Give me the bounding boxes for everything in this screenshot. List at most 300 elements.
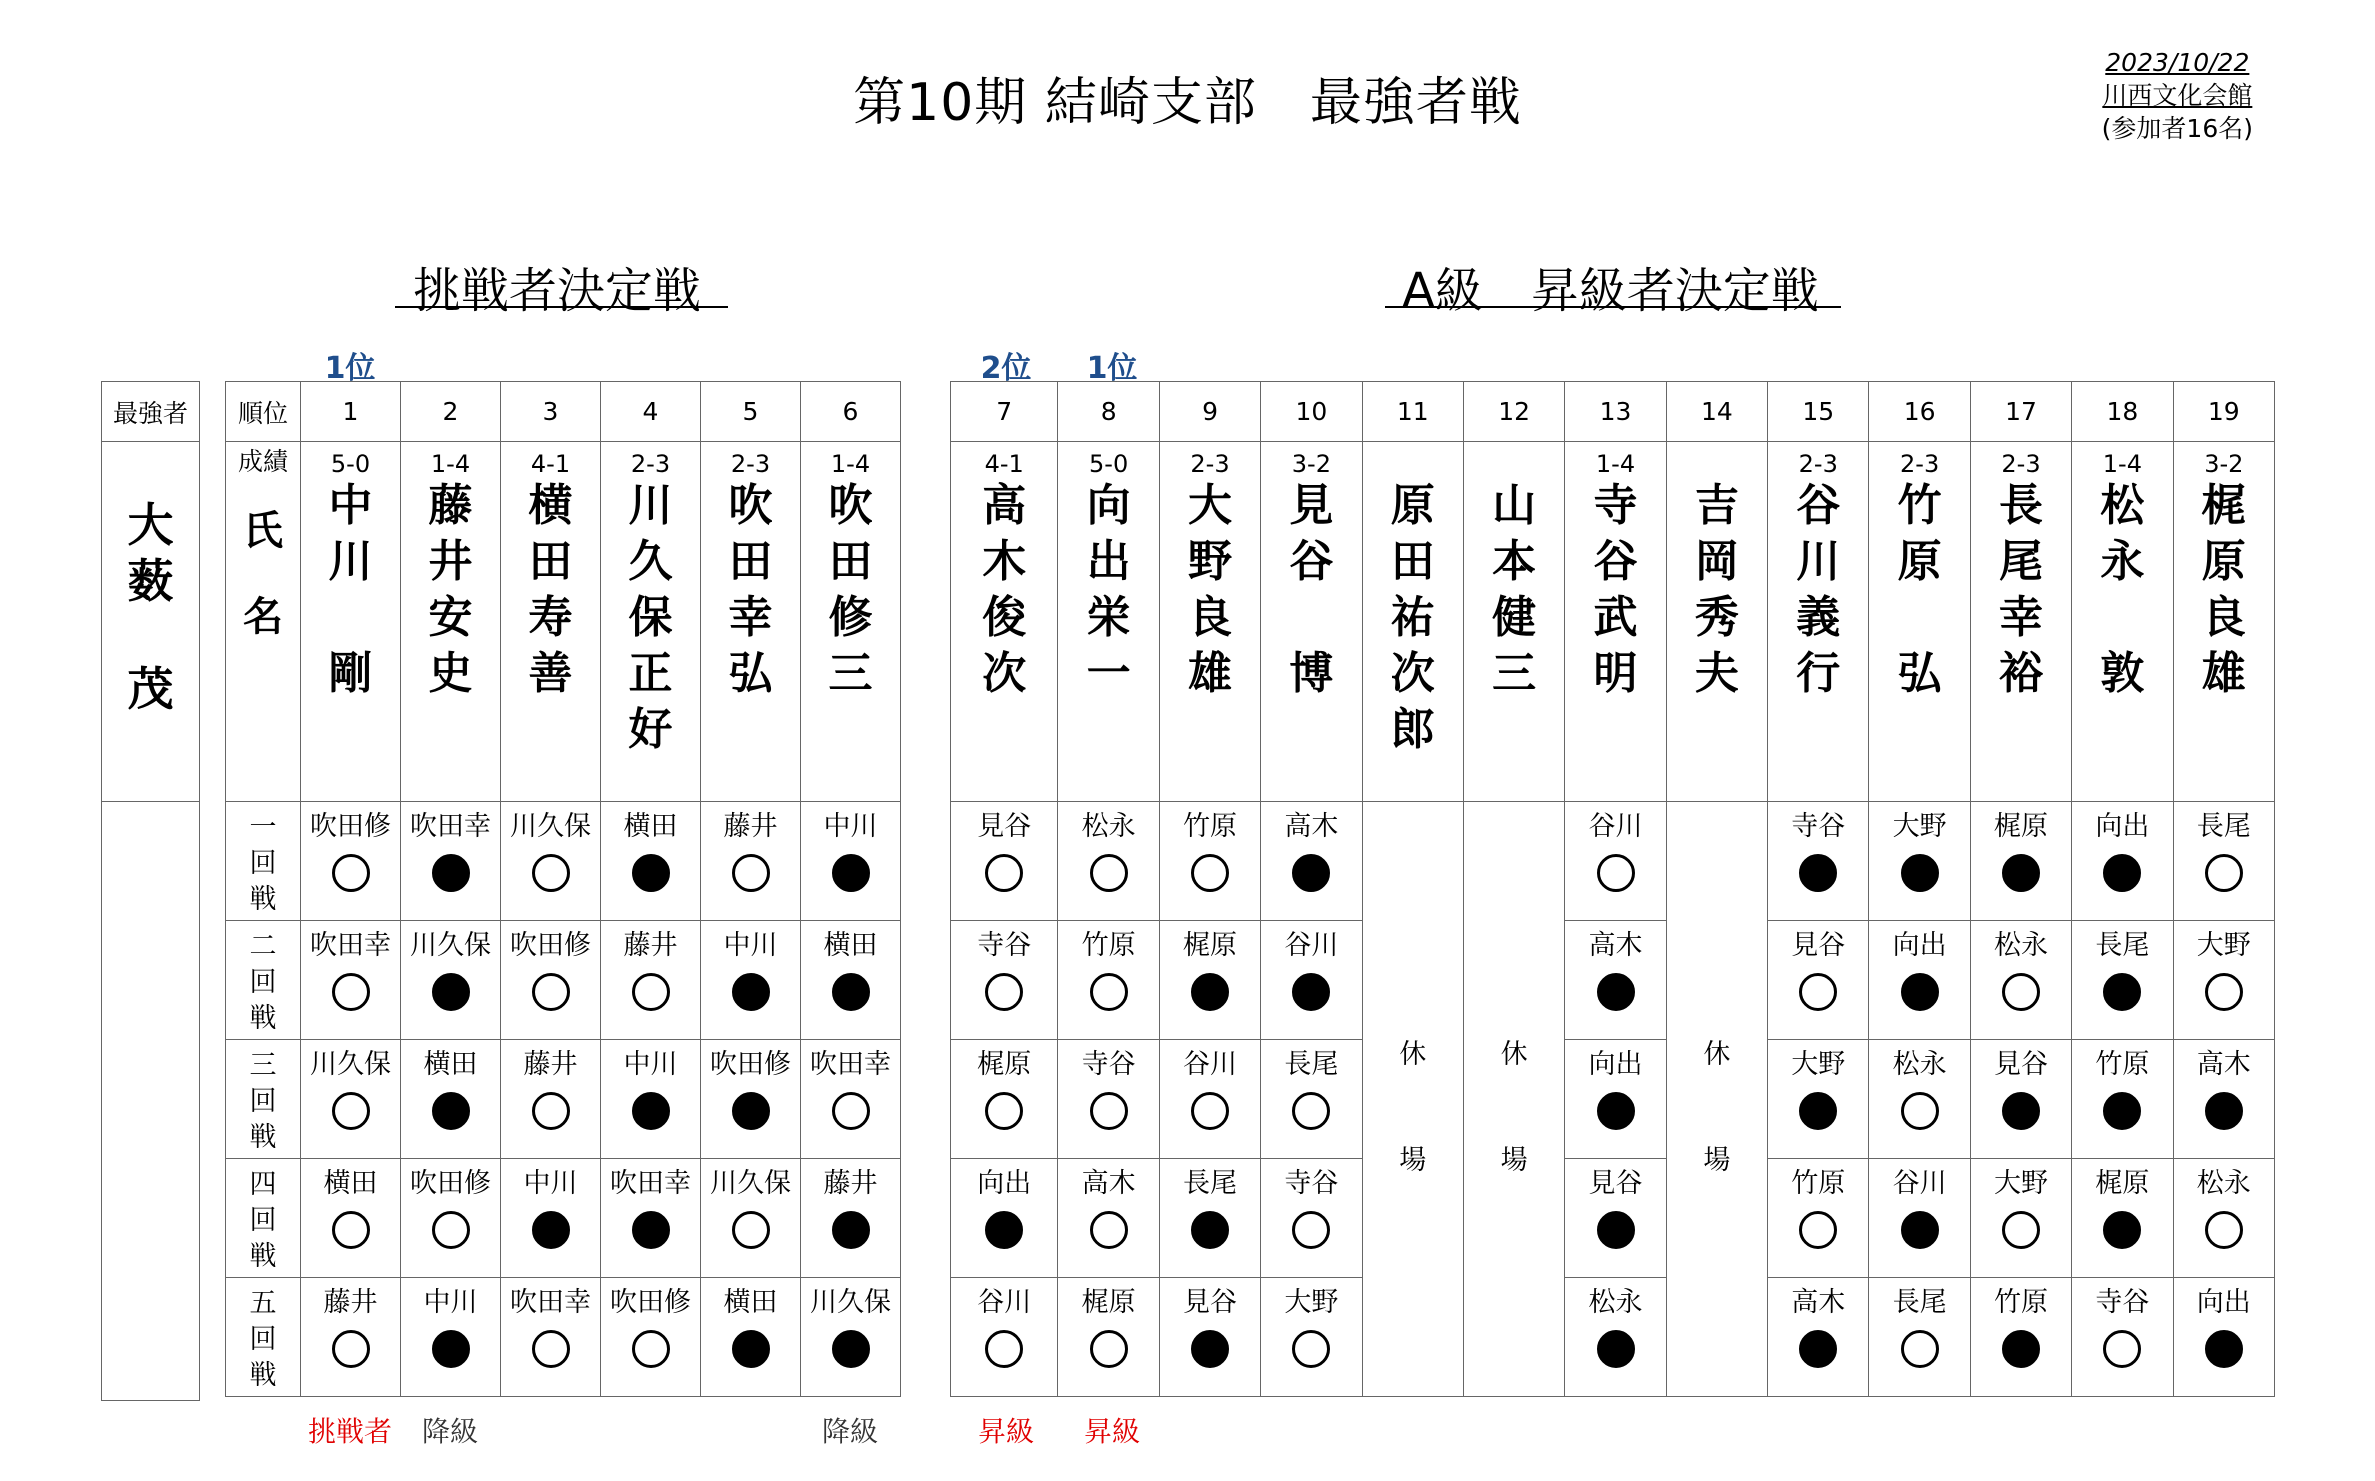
game-cell <box>501 802 601 921</box>
game-cell <box>801 802 901 921</box>
round-label: 四 回 戦 <box>226 1159 301 1278</box>
opponent-name: 中川 <box>723 930 778 961</box>
opponent-name: 長尾 <box>1284 1049 1339 1080</box>
opponent-name: 松永 <box>1081 811 1136 842</box>
loss-mark <box>2103 1092 2141 1130</box>
player-number: 1 <box>301 382 401 442</box>
player-name: 吉 岡 秀 夫 <box>1694 480 1739 699</box>
opponent-name: 吹田修 <box>510 930 591 961</box>
player-name: 谷 川 義 行 <box>1796 480 1841 699</box>
record-label: 成績 <box>237 447 288 476</box>
game-cell <box>801 1159 901 1278</box>
game-cell <box>1159 1040 1260 1159</box>
win-mark <box>332 1330 370 1368</box>
challenger-table <box>225 381 901 1397</box>
player-number: 11 <box>1362 382 1463 442</box>
player-record: 1-4 <box>2102 450 2142 478</box>
game-cell <box>501 1159 601 1278</box>
opponent-name: 見谷 <box>1588 1168 1643 1199</box>
game-cell <box>1970 921 2071 1040</box>
player-number: 2 <box>401 382 501 442</box>
win-mark <box>1090 1330 1128 1368</box>
game-cell <box>1261 1159 1362 1278</box>
player-name: 中 川 剛 <box>328 480 373 699</box>
win-mark <box>2205 854 2243 892</box>
game-cell <box>1058 1278 1159 1397</box>
win-mark <box>2002 1211 2040 1249</box>
win-mark <box>632 1330 670 1368</box>
round-label: 一 回 戦 <box>226 802 301 921</box>
game-cell <box>951 1159 1058 1278</box>
game-cell <box>1768 921 1869 1040</box>
game-cell <box>1565 1040 1666 1159</box>
win-mark <box>2205 1211 2243 1249</box>
win-mark <box>1191 854 1229 892</box>
game-cell <box>1159 921 1260 1040</box>
player-number: 7 <box>951 382 1058 442</box>
win-mark <box>1292 1092 1330 1130</box>
win-mark <box>732 1211 770 1249</box>
player-cell <box>701 442 801 802</box>
game-cell <box>401 1159 501 1278</box>
opponent-name: 高木 <box>2196 1049 2251 1080</box>
opponent-name: 中川 <box>423 1287 478 1318</box>
participant-count: (参加者16名) <box>2101 114 2253 143</box>
name-label: 氏 名 <box>243 508 283 640</box>
opponent-name: 松永 <box>1994 930 2049 961</box>
loss-mark <box>432 973 470 1011</box>
win-mark <box>1799 973 1837 1011</box>
loss-mark <box>2002 1330 2040 1368</box>
player-name: 川 久 保 正 好 <box>628 480 673 755</box>
game-cell <box>2173 921 2274 1040</box>
win-mark <box>1090 1092 1128 1130</box>
opponent-name: 寺谷 <box>977 930 1032 961</box>
record-name-label <box>226 442 301 802</box>
opponent-name: 高木 <box>1284 811 1339 842</box>
opponent-name: 藤井 <box>623 930 678 961</box>
opponent-name: 川久保 <box>510 811 591 842</box>
game-cell <box>1970 1278 2071 1397</box>
game-cell <box>1261 802 1362 921</box>
player-record: 4-1 <box>984 450 1024 478</box>
opponent-name: 高木 <box>1588 930 1643 961</box>
loss-mark <box>2205 1330 2243 1368</box>
game-cell <box>2072 1040 2173 1159</box>
opponent-name: 川久保 <box>710 1168 791 1199</box>
game-cell <box>301 921 401 1040</box>
champion-name-cell <box>102 442 200 802</box>
opponent-name: 長尾 <box>2196 811 2251 842</box>
player-record: 3-2 <box>1291 450 1331 478</box>
opponent-name: 吹田修 <box>410 1168 491 1199</box>
loss-mark <box>432 1330 470 1368</box>
player-number: 3 <box>501 382 601 442</box>
rest-cell <box>1362 802 1463 1397</box>
game-cell <box>1058 921 1159 1040</box>
loss-mark <box>1901 1211 1939 1249</box>
opponent-name: 藤井 <box>723 811 778 842</box>
win-mark <box>532 1330 570 1368</box>
player-record: 2-3 <box>1900 450 1940 478</box>
game-cell <box>701 802 801 921</box>
loss-mark <box>1799 1330 1837 1368</box>
win-mark <box>2002 973 2040 1011</box>
loss-mark <box>1901 973 1939 1011</box>
player-cell <box>401 442 501 802</box>
player-cell <box>1261 442 1362 802</box>
game-cell <box>1565 1159 1666 1278</box>
player-number: 15 <box>1768 382 1869 442</box>
player-name: 山 本 健 三 <box>1492 480 1537 699</box>
footer-label-8: 昇級 <box>1083 1415 1140 1448</box>
round-label: 二 回 戦 <box>226 921 301 1040</box>
game-cell <box>1768 802 1869 921</box>
opponent-name: 向出 <box>2095 811 2150 842</box>
player-record <box>1464 442 1564 478</box>
loss-mark <box>1597 973 1635 1011</box>
game-cell <box>601 1040 701 1159</box>
win-mark <box>732 854 770 892</box>
player-record: 2-3 <box>2001 450 2041 478</box>
loss-mark <box>2002 1092 2040 1130</box>
opponent-name: 向出 <box>2196 1287 2251 1318</box>
opponent-name: 長尾 <box>2095 930 2150 961</box>
loss-mark <box>632 1211 670 1249</box>
player-cell <box>501 442 601 802</box>
opponent-name: 横田 <box>423 1049 478 1080</box>
game-cell <box>1970 1159 2071 1278</box>
loss-mark <box>2205 1092 2243 1130</box>
opponent-name: 梶原 <box>2095 1168 2150 1199</box>
player-number: 4 <box>601 382 701 442</box>
game-cell <box>951 921 1058 1040</box>
win-mark <box>1901 1330 1939 1368</box>
opponent-name: 横田 <box>323 1168 378 1199</box>
player-cell <box>1970 442 2071 802</box>
opponent-name: 吹田幸 <box>610 1168 691 1199</box>
opponent-name: 吹田幸 <box>410 811 491 842</box>
player-record: 4-1 <box>530 450 571 478</box>
opponent-name: 大野 <box>1994 1168 2049 1199</box>
win-mark <box>332 973 370 1011</box>
win-mark <box>1292 1330 1330 1368</box>
player-number: 6 <box>801 382 901 442</box>
game-cell <box>501 1040 601 1159</box>
opponent-name: 高木 <box>1791 1287 1846 1318</box>
player-number: 10 <box>1261 382 1362 442</box>
win-mark <box>1090 973 1128 1011</box>
game-cell <box>2173 1159 2274 1278</box>
player-number: 14 <box>1666 382 1767 442</box>
opponent-name: 藤井 <box>823 1168 878 1199</box>
opponent-name: 吹田幸 <box>310 930 391 961</box>
opponent-name: 谷川 <box>1892 1168 1947 1199</box>
loss-mark <box>432 854 470 892</box>
win-mark <box>632 973 670 1011</box>
player-cell <box>601 442 701 802</box>
win-mark <box>332 1092 370 1130</box>
player-number: 16 <box>1869 382 1970 442</box>
opponent-name: 松永 <box>1892 1049 1947 1080</box>
player-name: 梶 原 良 雄 <box>2201 480 2246 699</box>
opponent-name: 見谷 <box>1994 1049 2049 1080</box>
opponent-name: 梶原 <box>1081 1287 1136 1318</box>
game-cell <box>1970 802 2071 921</box>
opponent-name: 松永 <box>2196 1168 2251 1199</box>
game-cell <box>2072 802 2173 921</box>
opponent-name: 横田 <box>723 1287 778 1318</box>
game-cell <box>1768 1159 1869 1278</box>
player-record: 2-3 <box>1190 450 1230 478</box>
player-number: 18 <box>2072 382 2173 442</box>
win-mark <box>985 854 1023 892</box>
game-cell <box>1565 1278 1666 1397</box>
opponent-name: 梶原 <box>1994 811 2049 842</box>
opponent-name: 高木 <box>1081 1168 1136 1199</box>
event-meta <box>2102 46 2253 145</box>
game-cell <box>801 921 901 1040</box>
opponent-name: 川久保 <box>310 1049 391 1080</box>
player-record: 5-0 <box>330 450 371 478</box>
opponent-name: 寺谷 <box>1284 1168 1339 1199</box>
game-cell <box>2173 1278 2274 1397</box>
opponent-name: 竹原 <box>1183 811 1238 842</box>
opponent-name: 藤井 <box>523 1049 578 1080</box>
rank-label-p1: 1位 <box>324 351 376 386</box>
event-date: 2023/10/22 <box>2105 48 2250 77</box>
loss-mark <box>632 854 670 892</box>
loss-mark <box>832 973 870 1011</box>
player-cell <box>1463 442 1564 802</box>
game-cell <box>701 921 801 1040</box>
player-record: 2-3 <box>630 450 671 478</box>
opponent-name: 向出 <box>977 1168 1032 1199</box>
game-cell <box>1869 802 1970 921</box>
win-mark <box>985 1330 1023 1368</box>
win-mark <box>985 973 1023 1011</box>
rest-label: 休 場 <box>1500 1039 1528 1176</box>
game-cell <box>601 1159 701 1278</box>
game-cell <box>1768 1278 1869 1397</box>
player-cell <box>1869 442 1970 802</box>
loss-mark <box>1292 854 1330 892</box>
game-cell <box>1565 802 1666 921</box>
player-name: 吹 田 幸 弘 <box>728 480 773 699</box>
game-cell <box>951 1040 1058 1159</box>
win-mark <box>1292 1211 1330 1249</box>
loss-mark <box>832 1330 870 1368</box>
opponent-name: 見谷 <box>977 811 1032 842</box>
game-cell <box>601 921 701 1040</box>
rank-label-p8: 1位 <box>1086 351 1138 386</box>
win-mark <box>532 973 570 1011</box>
player-record: 1-4 <box>1595 450 1636 478</box>
win-mark <box>1090 1211 1128 1249</box>
opponent-name: 川久保 <box>810 1287 891 1318</box>
win-mark <box>332 1211 370 1249</box>
game-cell <box>301 802 401 921</box>
player-cell <box>2173 442 2274 802</box>
player-name: 横 田 寿 善 <box>528 480 573 699</box>
footer-label-7: 昇級 <box>977 1415 1034 1448</box>
player-cell <box>2072 442 2173 802</box>
player-record: 1-4 <box>830 450 871 478</box>
opponent-name: 吹田修 <box>710 1049 791 1080</box>
opponent-name: 梶原 <box>977 1049 1032 1080</box>
game-cell <box>1058 802 1159 921</box>
order-header: 順位 <box>226 382 301 442</box>
player-cell <box>1058 442 1159 802</box>
game-cell <box>1261 1040 1362 1159</box>
opponent-name: 向出 <box>1588 1049 1643 1080</box>
section-underline-right <box>1385 306 1841 308</box>
player-name: 高 木 俊 次 <box>982 480 1027 699</box>
player-name: 竹 原 弘 <box>1897 480 1942 699</box>
player-number: 19 <box>2173 382 2274 442</box>
loss-mark <box>1901 854 1939 892</box>
game-cell <box>601 1278 701 1397</box>
opponent-name: 横田 <box>823 930 878 961</box>
opponent-name: 中川 <box>623 1049 678 1080</box>
win-mark <box>832 1092 870 1130</box>
win-mark <box>432 1211 470 1249</box>
player-record <box>1363 442 1463 478</box>
section-underline-left <box>395 306 728 308</box>
champion-table <box>101 381 200 1401</box>
player-record: 2-3 <box>1798 450 1838 478</box>
game-cell <box>701 1159 801 1278</box>
footer-label-2: 降級 <box>421 1415 478 1448</box>
opponent-name: 寺谷 <box>2095 1287 2150 1318</box>
player-cell <box>1159 442 1260 802</box>
opponent-name: 見谷 <box>1791 930 1846 961</box>
game-cell <box>1970 1040 2071 1159</box>
rest-label: 休 場 <box>1703 1039 1731 1176</box>
win-mark <box>1901 1092 1939 1130</box>
loss-mark <box>732 1330 770 1368</box>
round-label: 五 回 戦 <box>226 1278 301 1397</box>
loss-mark <box>732 1092 770 1130</box>
page-title: 第10期 結崎支部 最強者戦 <box>853 73 1522 133</box>
opponent-name: 長尾 <box>1892 1287 1947 1318</box>
game-cell <box>1768 1040 1869 1159</box>
loss-mark <box>2103 973 2141 1011</box>
game-cell <box>301 1040 401 1159</box>
loss-mark <box>432 1092 470 1130</box>
game-cell <box>501 921 601 1040</box>
game-cell <box>951 1278 1058 1397</box>
loss-mark <box>532 1211 570 1249</box>
opponent-name: 大野 <box>1284 1287 1339 1318</box>
opponent-name: 竹原 <box>1994 1287 2049 1318</box>
game-cell <box>1261 1278 1362 1397</box>
loss-mark <box>1191 1211 1229 1249</box>
loss-mark <box>832 1211 870 1249</box>
game-cell <box>1058 1040 1159 1159</box>
opponent-name: 谷川 <box>1284 930 1339 961</box>
opponent-name: 寺谷 <box>1081 1049 1136 1080</box>
game-cell <box>2072 921 2173 1040</box>
opponent-name: 竹原 <box>1081 930 1136 961</box>
game-cell <box>401 1040 501 1159</box>
player-record <box>1667 442 1767 478</box>
section-title-challenger: 挑戦者決定戦 <box>413 263 702 319</box>
player-name: 松 永 敦 <box>2100 480 2145 699</box>
player-record: 3-2 <box>2204 450 2244 478</box>
win-mark <box>1799 1211 1837 1249</box>
loss-mark <box>1292 973 1330 1011</box>
loss-mark <box>1191 1330 1229 1368</box>
game-cell <box>1159 1278 1260 1397</box>
win-mark <box>532 1092 570 1130</box>
win-mark <box>1597 854 1635 892</box>
player-number: 17 <box>1970 382 2071 442</box>
game-cell <box>1869 921 1970 1040</box>
loss-mark <box>1597 1330 1635 1368</box>
opponent-name: 向出 <box>1892 930 1947 961</box>
loss-mark <box>2103 1211 2141 1249</box>
opponent-name: 見谷 <box>1183 1287 1238 1318</box>
player-cell <box>1768 442 1869 802</box>
loss-mark <box>2103 854 2141 892</box>
player-record: 2-3 <box>730 450 771 478</box>
loss-mark <box>732 973 770 1011</box>
win-mark <box>1090 854 1128 892</box>
player-record: 5-0 <box>1089 450 1129 478</box>
champion-header: 最強者 <box>102 382 200 442</box>
section-title-a-class: A級 昇級者決定戦 <box>1402 263 1819 319</box>
game-cell <box>2173 1040 2274 1159</box>
player-number: 8 <box>1058 382 1159 442</box>
round-label: 三 回 戦 <box>226 1040 301 1159</box>
opponent-name: 松永 <box>1588 1287 1643 1318</box>
game-cell <box>2173 802 2274 921</box>
player-number: 5 <box>701 382 801 442</box>
opponent-name: 梶原 <box>1183 930 1238 961</box>
opponent-name: 竹原 <box>1791 1168 1846 1199</box>
player-name: 原 田 祐 次 郎 <box>1390 480 1435 755</box>
win-mark <box>332 854 370 892</box>
loss-mark <box>832 854 870 892</box>
win-mark <box>2205 973 2243 1011</box>
win-mark <box>1191 1092 1229 1130</box>
opponent-name: 川久保 <box>410 930 491 961</box>
opponent-name: 藤井 <box>323 1287 378 1318</box>
footer-label-6: 降級 <box>821 1415 878 1448</box>
player-name: 大 野 良 雄 <box>1188 480 1233 699</box>
rest-label: 休 場 <box>1399 1039 1427 1176</box>
game-cell <box>1159 802 1260 921</box>
loss-mark <box>1799 854 1837 892</box>
opponent-name: 谷川 <box>977 1287 1032 1318</box>
player-name: 藤 井 安 史 <box>428 480 473 699</box>
game-cell <box>1869 1040 1970 1159</box>
game-cell <box>801 1040 901 1159</box>
loss-mark <box>1597 1092 1635 1130</box>
a-class-table <box>950 381 2275 1397</box>
event-venue: 川西文化会館 <box>2102 81 2253 110</box>
game-cell <box>1261 921 1362 1040</box>
loss-mark <box>1799 1092 1837 1130</box>
opponent-name: 横田 <box>623 811 678 842</box>
player-name: 向 出 栄 一 <box>1086 480 1131 699</box>
player-cell <box>301 442 401 802</box>
player-record: 1-4 <box>430 450 471 478</box>
game-cell <box>951 802 1058 921</box>
opponent-name: 大野 <box>1892 811 1947 842</box>
game-cell <box>701 1040 801 1159</box>
